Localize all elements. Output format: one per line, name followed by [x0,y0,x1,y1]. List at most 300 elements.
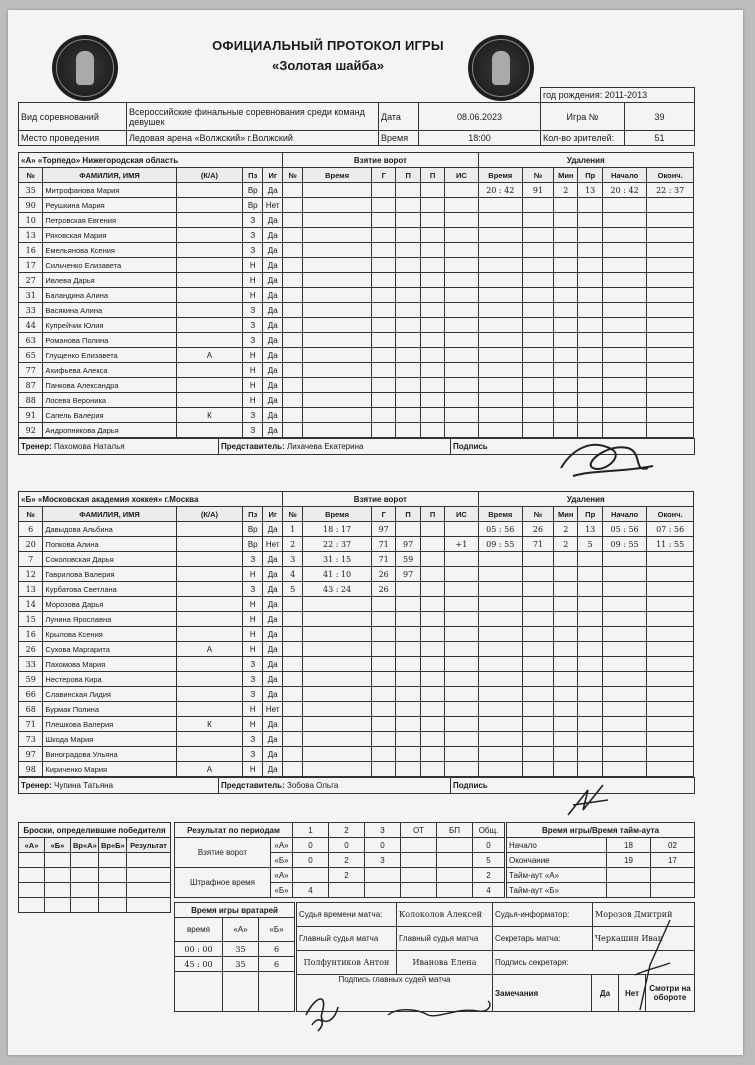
cell-ka [176,273,243,288]
cell-goal-time [303,213,372,228]
cell-played: Да [263,183,283,198]
cell-played: Да [263,717,283,732]
cell-assist1 [396,423,420,438]
gk-row-time: 45 : 00 [175,957,223,972]
team-a-rep: Лихачева Екатерина [286,442,364,451]
cell-ka [176,198,243,213]
gk-col-b: «Б» [259,918,295,942]
cell-pos: Н [243,258,263,273]
cell-assist1 [396,582,420,597]
cell-goal-scorer [372,213,396,228]
cell-name: Лосева Вероника [43,393,176,408]
cell-pen-no: 71 [522,537,553,552]
cell-pen-min [554,762,578,777]
cell-name: Глущенко Елизавета [43,348,176,363]
cell-ka [176,567,243,582]
game-no-label: Игра № [541,103,625,131]
cell-pen-time [478,273,522,288]
cell-pen-start [602,597,646,612]
cell-no: 35 [19,183,43,198]
cell-pen-min [554,687,578,702]
cell-pen-start [602,717,646,732]
venue-value: Ледовая арена «Волжский» г.Волжский [127,131,379,146]
cell-ka: К [176,717,243,732]
cell-no: 88 [19,393,43,408]
goals-a-ot [401,838,437,853]
gk-col-time: время [175,918,223,942]
cell-assist2 [420,423,444,438]
cell-goal-no [283,318,303,333]
col-pen-no: № [522,507,553,522]
cell-played: Да [263,288,283,303]
cell-ka [176,318,243,333]
cell-goal-situation [445,408,478,423]
cell-goal-scorer [372,303,396,318]
cell-pen-no [522,198,553,213]
cell-goal-scorer [371,717,395,732]
cell-name: Андропникова Дарья [43,423,176,438]
match-info-table [18,87,695,146]
cell-pos: З [243,672,263,687]
cell-pen-end [647,732,694,747]
cell-name: Сильченко Елизавета [43,258,176,273]
signature-team-a [553,428,663,488]
cell-pen-start: 20 : 42 [602,183,646,198]
cell-pen-end [647,213,694,228]
cell-pen-reason: 13 [578,183,602,198]
cell-pen-reason [578,378,602,393]
col-pen-end: Оконч. [647,168,694,183]
cell-assist1 [396,348,420,363]
cell-pen-time [478,198,522,213]
cell-no: 33 [19,657,43,672]
cell-pen-time [478,567,522,582]
cell-name: Купрейчик Юлия [43,318,176,333]
cell-pen-reason [578,333,602,348]
cell-goal-scorer [371,762,395,777]
cell-goal-scorer: 71 [371,552,395,567]
cell-no: 92 [19,423,43,438]
cell-pos: Н [243,393,263,408]
cell-pen-min [554,657,578,672]
cell-assist2 [420,537,444,552]
team-b-table [18,491,694,777]
cell-pen-min [554,612,578,627]
cell-played: Да [263,612,283,627]
cell-played: Да [263,672,283,687]
cell-goal-no [283,363,303,378]
cell-played: Да [263,408,283,423]
cell-no: 7 [19,552,43,567]
cell-pen-time [478,582,522,597]
cell-assist2 [420,228,444,243]
cell-goal-scorer [372,423,396,438]
cell-pos: З [243,243,263,258]
cell-pen-reason [578,243,602,258]
cell-pen-reason [578,408,602,423]
pim-a-p1 [293,868,329,883]
cell-pen-start [602,687,646,702]
col-goal-time: Время [303,168,372,183]
team-b-rep: Зобова Ольга [286,781,339,790]
end-minute: 17 [651,853,695,868]
cell-pen-min [554,228,578,243]
cell-assist2 [420,408,444,423]
shootout-col-gk-a: Вр«А» [71,838,99,853]
cell-pos: Н [243,348,263,363]
cell-goal-situation [445,552,478,567]
cell-pen-end [647,717,694,732]
cell-assist1 [396,672,420,687]
cell-pos: Н [243,288,263,303]
cell-assist2 [420,333,444,348]
cell-name: Сухова Маргарита [43,642,176,657]
goals-b-label: «Б» [271,853,293,868]
cell-ka [176,732,243,747]
team-a-rows [19,183,694,438]
cell-pen-start: 09 : 55 [602,537,646,552]
cell-played: Да [263,597,283,612]
cell-played: Да [263,657,283,672]
col-assist2: П [420,168,444,183]
cell-pen-time [478,258,522,273]
cell-pos: Н [243,612,263,627]
cell-goal-scorer [371,672,395,687]
player-row [19,273,694,288]
cell-pos: Н [243,378,263,393]
gk-row-a: 35 [223,957,259,972]
player-row [19,672,694,687]
cell-assist2 [420,582,444,597]
cell-no: 16 [19,243,43,258]
player-row [19,243,694,258]
signature-team-b [563,780,623,820]
cell-assist2 [420,318,444,333]
cell-goal-situation [445,288,478,303]
secretary-label: Секретарь матча: [493,927,593,951]
cell-pen-end [647,702,694,717]
cell-assist2 [420,717,444,732]
shootout-table [18,822,171,913]
cell-goal-situation [445,627,478,642]
cell-pen-time [478,762,522,777]
cell-pen-end [647,303,694,318]
cell-name: Давыдова Альбина [43,522,176,537]
cell-pen-end [647,348,694,363]
cell-assist1 [396,657,420,672]
cell-pen-end [647,627,694,642]
cell-goal-scorer [371,597,395,612]
cell-pen-no [522,258,553,273]
cell-pen-no [522,243,553,258]
cell-goal-situation [445,423,478,438]
goals-a-label: «А» [271,838,293,853]
cell-pen-no [522,318,553,333]
ref1-label: Главный судья матча [297,927,397,951]
cell-pen-time [478,243,522,258]
team-b-coach: Чупина Татьяна [53,781,114,790]
cell-goal-scorer [372,408,396,423]
cell-assist1 [396,273,420,288]
cell-pen-start [602,378,646,393]
cell-pen-no: 26 [522,522,553,537]
cell-pos: З [243,552,263,567]
cell-assist1 [396,747,420,762]
cell-pen-end [647,378,694,393]
cell-pen-start [602,552,646,567]
team-a-sign-label: Подпись [453,442,488,451]
cell-pen-end [647,582,694,597]
cell-assist1 [396,408,420,423]
cell-assist1 [396,627,420,642]
cell-pen-start [602,273,646,288]
cell-played: Да [263,393,283,408]
cell-pen-end [647,408,694,423]
cell-pen-no [522,348,553,363]
cell-assist2 [420,183,444,198]
cell-pen-min [554,582,578,597]
remarks-label: Замечания [493,975,592,1011]
pim-row-label: Штрафное время [175,868,271,898]
col-name: ФАМИЛИЯ, ИМЯ [43,168,176,183]
cell-goal-time [303,288,372,303]
cell-pen-min [554,213,578,228]
cell-pen-min [554,318,578,333]
cell-pen-reason [578,597,602,612]
cell-goal-time [303,687,372,702]
cell-pen-start [602,213,646,228]
cell-pen-no [522,732,553,747]
cell-goal-situation [445,762,478,777]
cell-goal-scorer [372,198,396,213]
cell-goal-scorer [371,747,395,762]
cell-played: Да [263,273,283,288]
player-row [19,702,694,717]
cell-no: 17 [19,258,43,273]
period-3: 3 [365,823,401,838]
periods-title: Результат по периодам [175,823,293,838]
cell-played: Да [263,423,283,438]
cell-played: Да [263,567,283,582]
shootout-col-result: Результат [127,838,171,853]
period-total: Общ. [473,823,505,838]
team-a-coach: Пахомова Наталья [53,442,125,451]
team-b-rows [19,522,694,777]
cell-goal-situation [445,228,478,243]
cell-goal-no [283,687,303,702]
cell-pen-min [554,717,578,732]
gk-row-b: 6 [259,957,295,972]
cell-pen-reason [578,228,602,243]
player-row [19,378,694,393]
cell-assist2 [420,243,444,258]
cell-goal-time [303,273,372,288]
cell-pen-start [602,642,646,657]
cell-pen-time [478,423,522,438]
cell-goal-no: 5 [283,582,303,597]
cell-pen-no [522,213,553,228]
cell-pen-min [554,348,578,363]
cell-pen-min [554,672,578,687]
col-pen-start: Начало [602,168,646,183]
cell-goal-time [303,672,372,687]
team-b-coach-label: Тренер: [21,781,52,790]
cell-pen-start [602,567,646,582]
cell-goal-time [303,612,372,627]
cell-name: Гаврилова Валерия [43,567,176,582]
time-value: 18:00 [419,131,541,146]
date-value: 08.06.2023 [419,103,541,131]
cell-pen-time [478,672,522,687]
ref2-label: Главный судья матча [397,927,493,951]
cell-no: 71 [19,717,43,732]
pim-a-ot [401,868,437,883]
cell-pen-no [522,378,553,393]
cell-pen-no [522,627,553,642]
goals-b-p2: 2 [329,853,365,868]
cell-assist2 [420,522,444,537]
signature-referees [298,985,498,1033]
cell-name: Пахомова Мария [43,657,176,672]
cell-pen-no [522,582,553,597]
cell-name: Бурмак Полина [43,702,176,717]
cell-assist2 [420,612,444,627]
cell-ka [176,612,243,627]
cell-assist1 [396,642,420,657]
gk-col-a: «А» [223,918,259,942]
cell-pen-time [478,657,522,672]
player-row [19,762,694,777]
cell-pen-end [647,363,694,378]
cell-no: 77 [19,363,43,378]
cell-goal-no [283,288,303,303]
cell-pen-reason [578,627,602,642]
cell-pen-reason [578,393,602,408]
cell-pos: З [243,747,263,762]
team-a-rep-label: Представитель: [221,442,285,451]
cell-pen-start [602,657,646,672]
cell-goal-no [283,378,303,393]
cell-pen-end [647,228,694,243]
cell-goal-scorer [371,732,395,747]
player-row [19,303,694,318]
player-row [19,288,694,303]
cell-ka [176,213,243,228]
cell-pos: Н [243,717,263,732]
cell-played: Да [263,582,283,597]
cell-pen-start [602,393,646,408]
cell-name: Митрофанова Мария [43,183,176,198]
cell-no: 14 [19,597,43,612]
cell-assist2 [420,597,444,612]
cell-goal-time [303,657,372,672]
period-2: 2 [329,823,365,838]
cell-ka [176,183,243,198]
cell-played: Да [263,762,283,777]
cell-goal-situation [445,273,478,288]
cell-goal-situation [445,612,478,627]
goals-a-p1: 0 [293,838,329,853]
cell-played: Да [263,747,283,762]
col-pen-min: Мин [554,168,578,183]
cell-pen-min [554,552,578,567]
cell-name: Соколовская Дарья [43,552,176,567]
cell-goal-time [303,702,372,717]
cell-goal-no [283,747,303,762]
game-no-value: 39 [625,103,695,131]
cell-goal-scorer [371,627,395,642]
cell-assist2 [420,732,444,747]
cell-pen-time [478,348,522,363]
cell-goal-scorer: 97 [371,522,395,537]
cell-name: Славинская Лидия [43,687,176,702]
timekeeper-name: Колоколов Алексей [397,903,493,927]
cell-no: 44 [19,318,43,333]
cell-pen-reason [578,318,602,333]
cell-goal-scorer [372,258,396,273]
timeout-a-label: Тайм-аут «А» [507,868,607,883]
cell-goal-situation [445,243,478,258]
cell-pos: З [243,228,263,243]
cell-pen-no [522,597,553,612]
pim-b-so [437,883,473,898]
player-row [19,657,694,672]
cell-pos: З [243,687,263,702]
cell-assist2 [420,567,444,582]
player-row [19,393,694,408]
period-1: 1 [293,823,329,838]
cell-pen-time [478,378,522,393]
pim-b-total: 4 [473,883,505,898]
cell-played: Да [263,522,283,537]
cell-played: Да [263,243,283,258]
col-goal-time: Время [303,507,372,522]
cell-pen-start [602,348,646,363]
cell-goal-time [303,333,372,348]
cell-pen-start [602,333,646,348]
cell-goal-no [283,348,303,363]
cell-goal-scorer [372,273,396,288]
cell-name: Ивлева Дарья [43,273,176,288]
cell-no: 68 [19,702,43,717]
cell-pos: Вр [243,183,263,198]
cell-pen-no [522,747,553,762]
cell-played: Да [263,258,283,273]
cell-pen-min [554,567,578,582]
cell-goal-no [283,273,303,288]
player-row [19,333,694,348]
cell-goal-time [303,762,372,777]
cell-played: Да [263,552,283,567]
cell-pen-end [647,597,694,612]
cell-ka [176,597,243,612]
cell-no: 98 [19,762,43,777]
cell-pen-reason [578,363,602,378]
cell-assist1 [396,318,420,333]
cell-ka: А [176,642,243,657]
cell-played: Да [263,378,283,393]
cell-pen-start [602,258,646,273]
cell-pen-time [478,303,522,318]
cell-pen-time [478,552,522,567]
cell-assist1 [396,303,420,318]
cell-pos: З [243,303,263,318]
cell-goal-scorer [372,378,396,393]
cell-pen-min [554,243,578,258]
timeout-b-label: Тайм-аут «Б» [507,883,607,898]
cell-pen-start [602,762,646,777]
gk-row-time: 00 : 00 [175,942,223,957]
